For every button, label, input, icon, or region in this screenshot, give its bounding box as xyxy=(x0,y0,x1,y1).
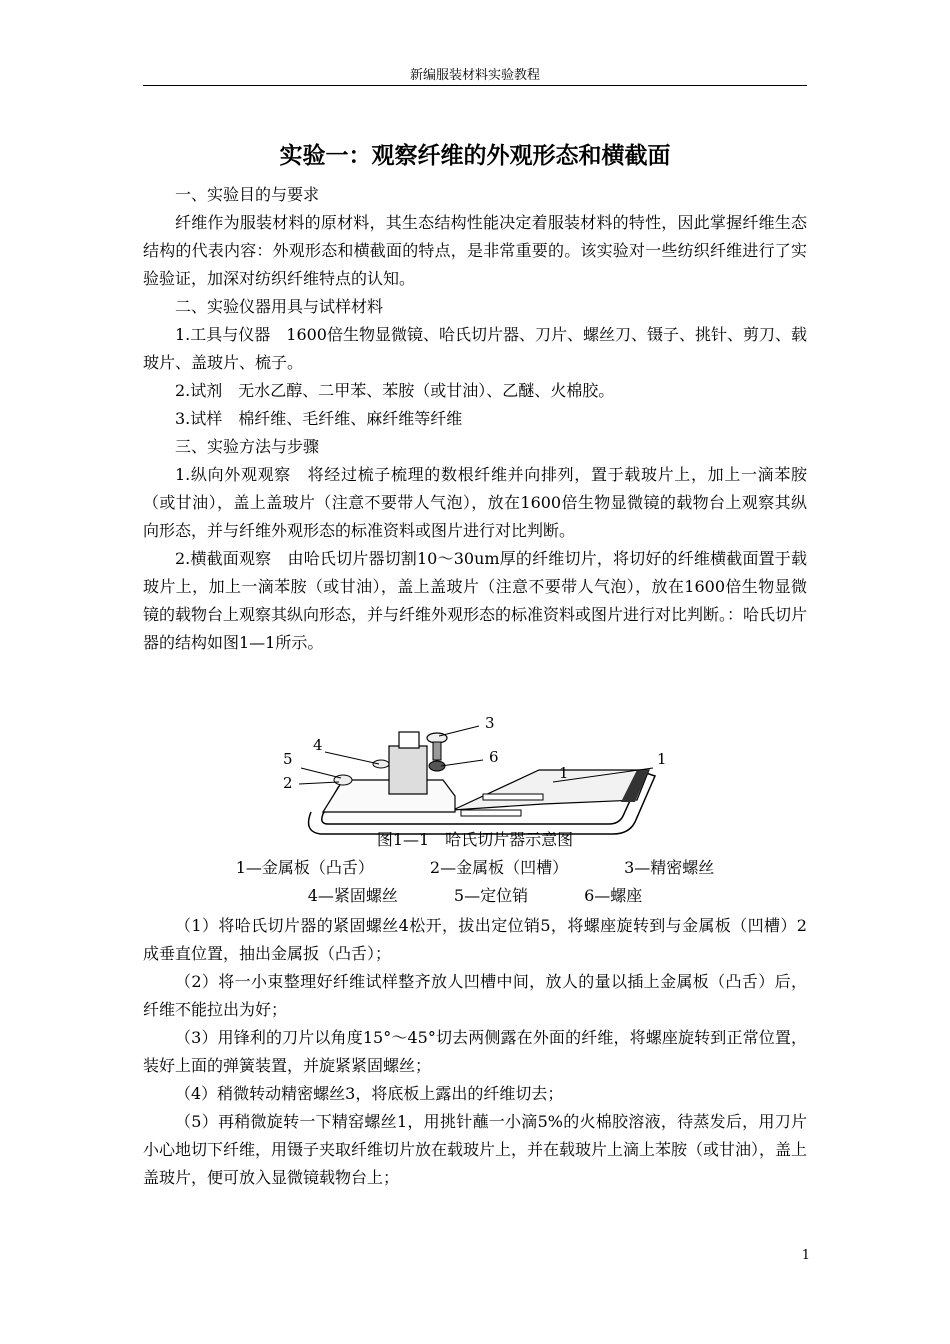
step-5: （5）再稍微旋转一下精窑螺丝1，用挑针蘸一小滴5%的火棉胶溶液，待蒸发后，用刀片小心地切下纤维，用镊子夹取纤维切片放在载玻片上，并在载玻片上滴上苯胺（或甘油），盖上盖玻片，便可放入显微镜载物台上； xyxy=(143,1112,808,1187)
seat-top xyxy=(399,732,419,748)
paragraph-reagents: 2.试剂 无水乙醇、二甲苯、苯胺（或甘油）、乙醚、火棉胶。 xyxy=(175,381,615,400)
page-title: 实验一：观察纤维的外观形态和横截面 xyxy=(279,143,671,169)
section-heading-3: 三、实验方法与步骤 xyxy=(175,437,320,456)
leader-3 xyxy=(439,726,479,736)
legend-item: 6—螺座 xyxy=(584,886,643,905)
legend-item: 3—精密螺丝 xyxy=(624,858,715,877)
running-header: 新编服装材料实验教程 xyxy=(409,68,540,83)
body-text xyxy=(143,181,807,657)
paragraph-cross-section: 2.横截面观察 由哈氏切片器切割10～30um厚的纤维切片，将切好的纤维横截面置于载玻片上，加上一滴苯胺（或甘油），盖上盖玻片（注意不要带人气泡），放在1600倍生物显微镜的载物台上观察其纵向形态，并与纤维外观形态的标准资料或图片进行对比判断。：哈氏切片器的结构如图1—1所示。 xyxy=(143,549,808,652)
paragraph-tools: 1.工具与仪器 1600倍生物显微镜、哈氏切片器、刀片、螺丝刀、镊子、挑针、剪刀、载玻片、盖玻片、梳子。 xyxy=(143,325,807,372)
slot-upper xyxy=(483,794,543,800)
slot-lower xyxy=(461,810,521,816)
step-2: （2）将一小束整理好纤维试样整齐放人凹槽中间，放人的量以插上金属板（凸舌）后，纤维不能拉出为好； xyxy=(143,972,807,1019)
label-1-inner: 1 xyxy=(559,764,569,782)
legend-item: 5—定位销 xyxy=(453,886,529,905)
metal-plate-tongue xyxy=(453,770,649,810)
step-3: （3）用锋利的刀片以角度15°～45°切去两侧露在外面的纤维，将螺座旋转到正常位置，装好上面的弹簧装置，并旋紧紧固螺丝； xyxy=(143,1028,807,1075)
section-heading-1: 一、实验目的与要求 xyxy=(175,185,320,204)
screw-seat xyxy=(389,746,427,794)
paragraph-samples: 3.试样 棉纤维、毛纤维、麻纤维等纤维 xyxy=(175,409,463,428)
leader-2 xyxy=(299,782,339,784)
procedure-steps xyxy=(143,912,807,1192)
page-number: 1 xyxy=(801,1248,810,1263)
fixing-screw xyxy=(373,760,389,768)
legend-item: 1—金属板（凸舌） xyxy=(235,858,374,877)
legend-item: 4—紧固螺丝 xyxy=(307,886,398,905)
label-5: 5 xyxy=(283,750,293,768)
label-1-right: 1 xyxy=(657,750,667,768)
figure-caption: 图1—1 哈氏切片器示意图 xyxy=(376,830,574,849)
legend-item: 2—金属板（凹槽） xyxy=(429,858,569,877)
leader-5 xyxy=(301,768,341,778)
paragraph-longitudinal: 1.纵向外观观察 将经过梳子梳理的数根纤维并向排列，置于载玻片上，加上一滴苯胺（或甘油），盖上盖玻片（注意不要带人气泡），放在1600倍生物显微镜的载物台上观察其纵向形态，并与纤维外观形态的标准资料或图片进行对比判断。 xyxy=(143,465,807,540)
header-rule xyxy=(143,85,807,86)
step-1: （1）将哈氏切片器的紧固螺丝4松开，拔出定位销5，将螺座旋转到与金属板（凹槽）2成垂直位置，抽出金属扳（凸舌）； xyxy=(143,916,807,963)
legend-row-2 xyxy=(143,882,807,910)
legend-row-1 xyxy=(143,854,807,882)
label-3: 3 xyxy=(485,714,495,732)
section-heading-2: 二、实验仪器用具与试样材料 xyxy=(175,297,384,316)
leader-4 xyxy=(325,752,379,764)
figure-legend xyxy=(143,854,807,910)
label-4: 4 xyxy=(313,736,323,754)
precision-screw-shaft xyxy=(433,742,441,760)
label-6: 6 xyxy=(489,748,499,766)
step-4: （4）稍微转动精密螺丝3，将底板上露出的纤维切去； xyxy=(175,1084,564,1103)
paragraph-purpose: 纤维作为服装材料的原材料，其生态结构性能决定着服装材料的特性，因此掌握纤维生态结构的代表内容：外观形态和横截面的特点，是非常重要的。该实验对一些纺织纤维进行了实验验证，加深对纺织纤维特点的认知。 xyxy=(143,213,807,288)
leader-6 xyxy=(441,760,483,766)
label-2: 2 xyxy=(283,774,293,792)
